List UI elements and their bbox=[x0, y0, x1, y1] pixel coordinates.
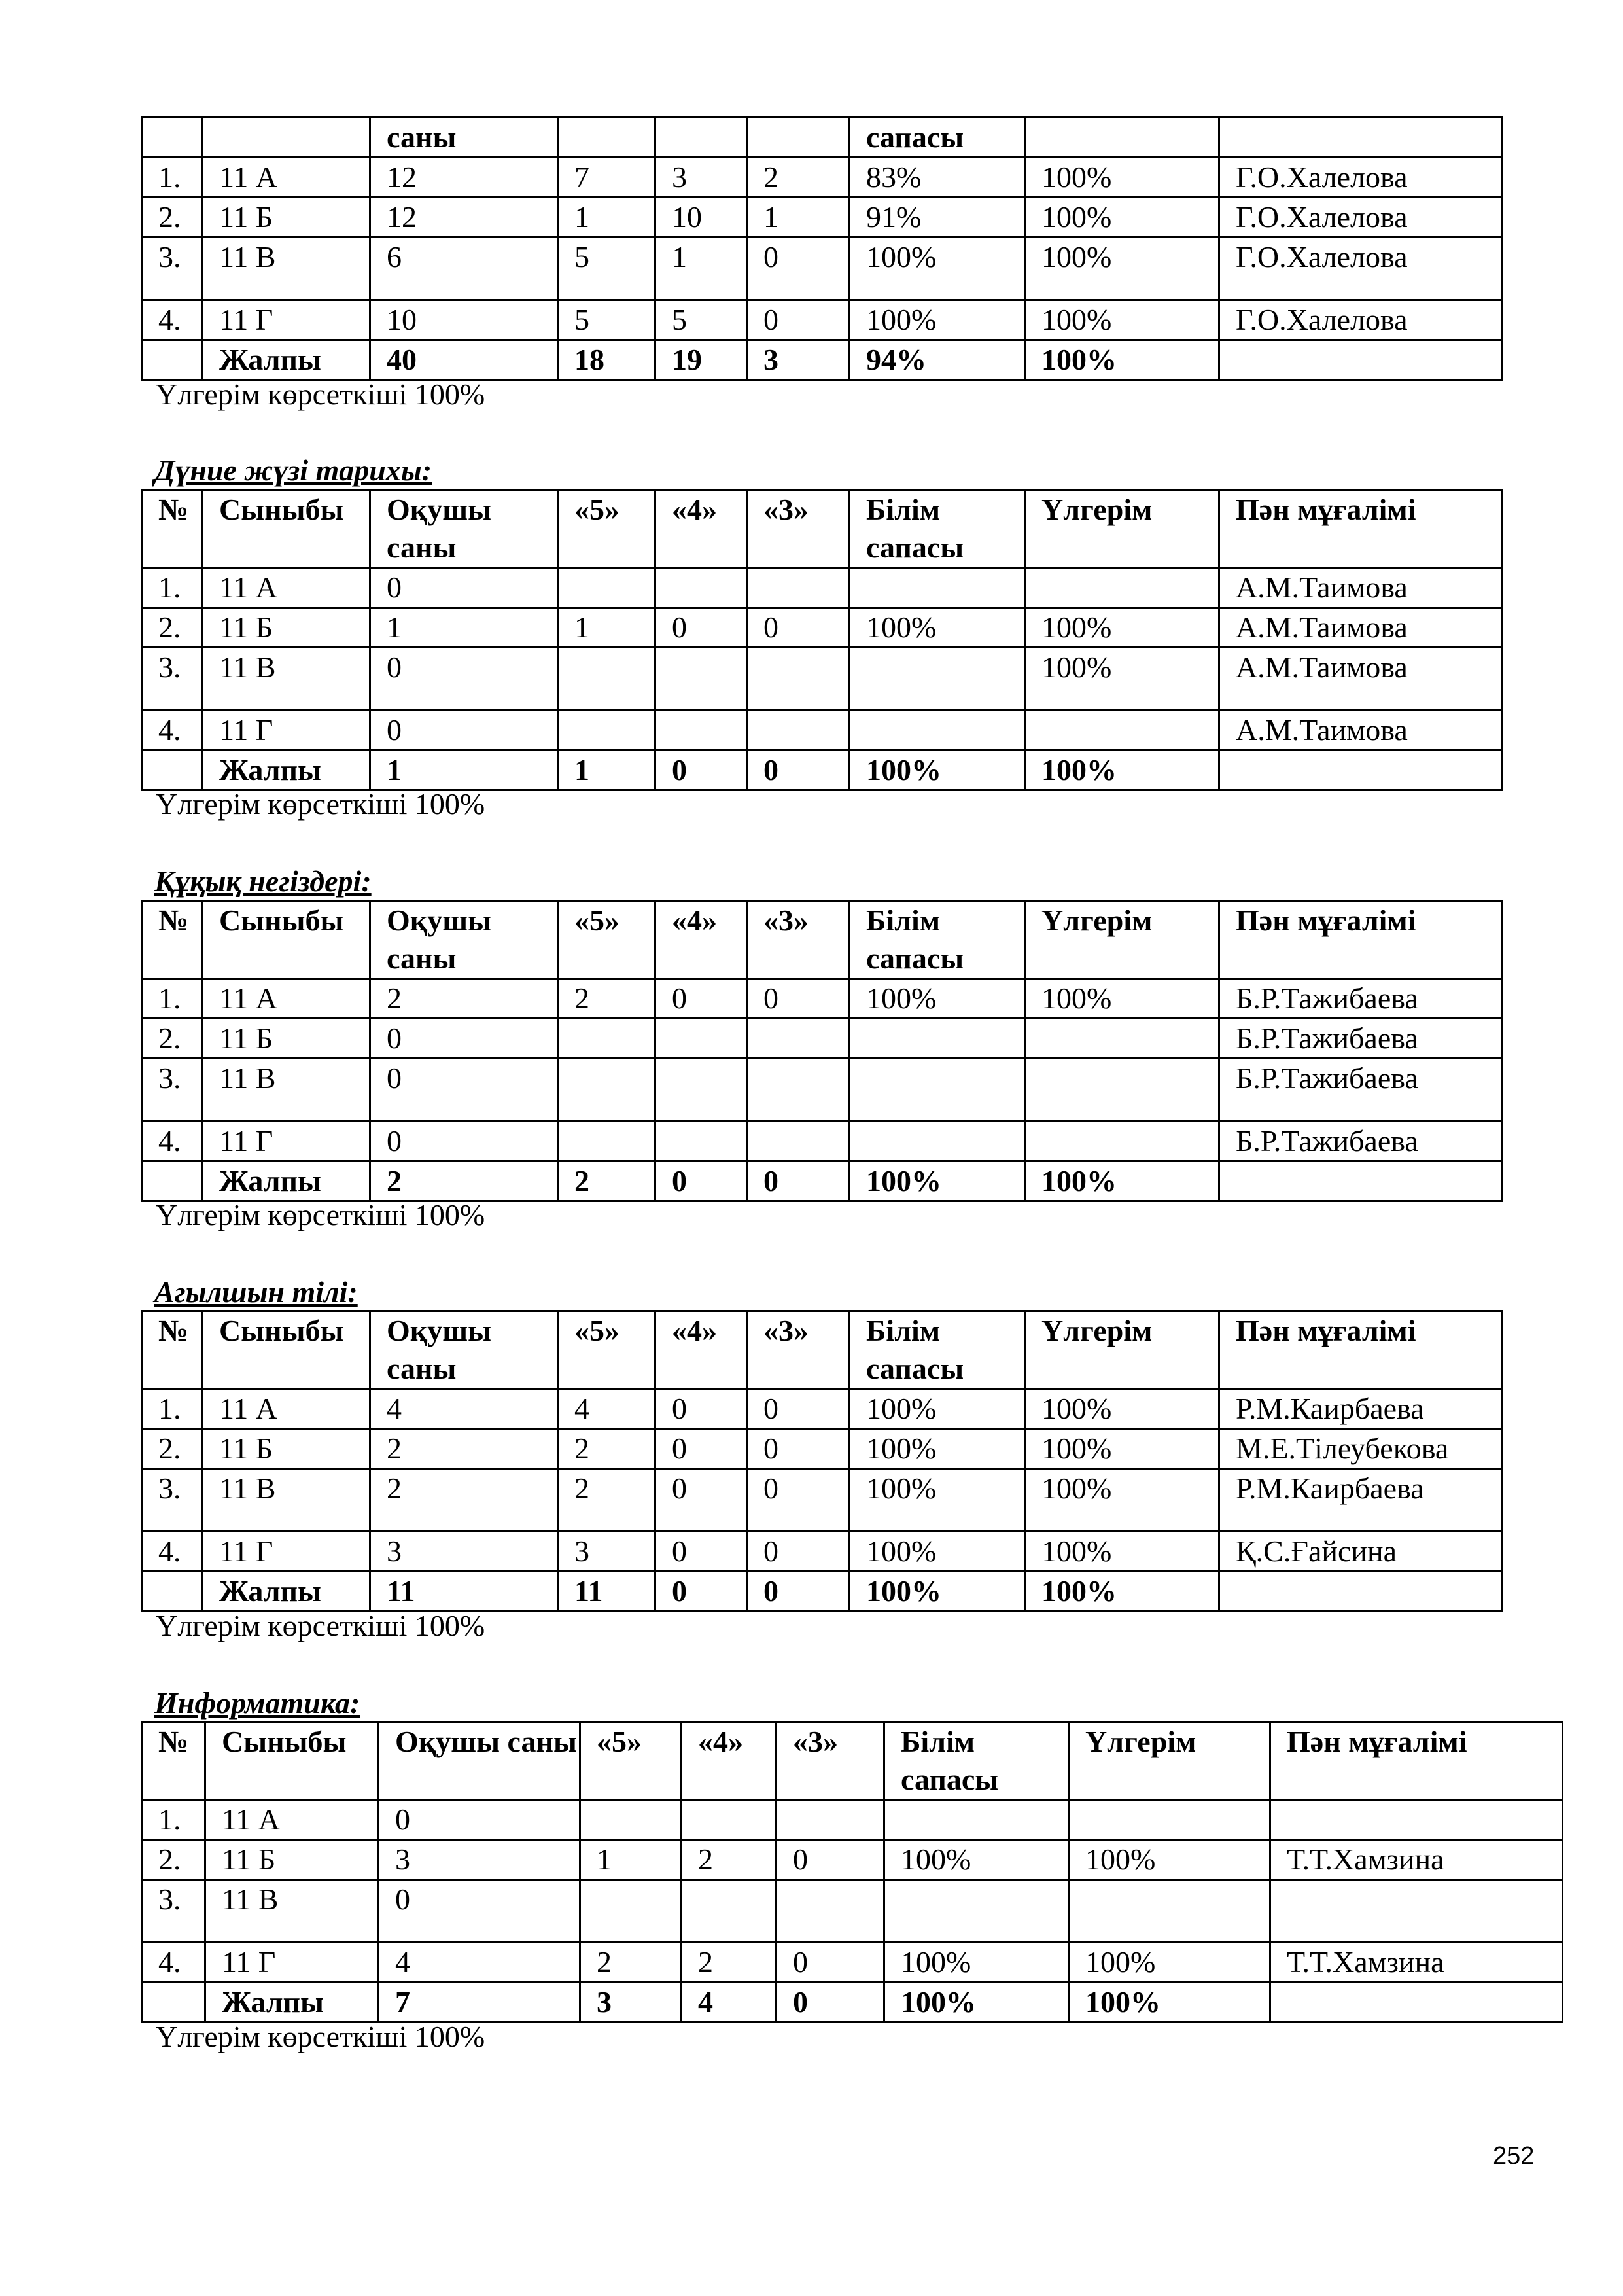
table-row: 1. 11 А 12 7 3 2 83% 100% Г.О.Халелова bbox=[142, 158, 1503, 198]
grades-table-continued bbox=[141, 116, 1503, 381]
table-total-row: Жалпы 40 18 19 3 94% 100% bbox=[142, 340, 1503, 380]
table-row: 3. 11 В 0 bbox=[142, 1880, 1563, 1943]
table-row: 2. 11 Б 3 1 2 0 100% 100% Т.Т.Хамзина bbox=[142, 1840, 1563, 1880]
table-row: 1. 11 А 4 4 0 0 100% 100% Р.М.Каирбаева bbox=[142, 1389, 1503, 1429]
performance-note: Үлгерім көрсеткіші 100% bbox=[156, 1609, 485, 1642]
table-row: 4. 11 Г 0 А.М.Таимова bbox=[142, 711, 1503, 751]
table-total-row: Жалпы 1 1 0 0 100% 100% bbox=[142, 751, 1503, 790]
table-row: 3. 11 В 0 100% А.М.Таимова bbox=[142, 648, 1503, 711]
section-title-informatics: Информатика: bbox=[154, 1686, 360, 1720]
table-total-row: Жалпы 7 3 4 0 100% 100% bbox=[142, 1983, 1563, 2022]
table-row: 1. 11 А 0 bbox=[142, 1800, 1563, 1840]
grades-table-world-history bbox=[141, 489, 1503, 791]
table-row: 1. 11 А 0 А.М.Таимова bbox=[142, 568, 1503, 608]
grades-table-informatics bbox=[141, 1721, 1563, 2023]
table-header-row: № Сыныбы Оқушы саны «5» «4» «3» Білім сапасы Үлгерім Пән мұғалімі bbox=[142, 490, 1503, 568]
section-title-law-basics: Құқық негіздері: bbox=[154, 864, 372, 898]
table-row: 3. 11 В 6 5 1 0 100% 100% Г.О.Халелова bbox=[142, 238, 1503, 300]
performance-note: Үлгерім көрсеткіші 100% bbox=[156, 787, 485, 821]
table-row: 3. 11 В 0 Б.Р.Тажибаева bbox=[142, 1059, 1503, 1122]
grades-table-english bbox=[141, 1310, 1503, 1612]
table-row: 1. 11 А 2 2 0 0 100% 100% Б.Р.Тажибаева bbox=[142, 979, 1503, 1019]
table-header-row: № Сыныбы Оқушы саны «5» «4» «3» Білім сапасы Үлгерім Пән мұғалімі bbox=[142, 1311, 1503, 1389]
section-title-world-history: Дүние жүзі тарихы: bbox=[154, 453, 432, 487]
table-row: 2. 11 Б 2 2 0 0 100% 100% М.Е.Тілеубекова bbox=[142, 1429, 1503, 1469]
header-cell-students-count: саны bbox=[370, 118, 558, 158]
performance-note: Үлгерім көрсеткіші 100% bbox=[156, 1198, 485, 1231]
table-header-row: № Сыныбы Оқушы саны «5» «4» «3» Білім сапасы Үлгерім Пән мұғалімі bbox=[142, 1722, 1563, 1800]
table-row: 2. 11 Б 12 1 10 1 91% 100% Г.О.Халелова bbox=[142, 198, 1503, 238]
grades-table-law-basics bbox=[141, 900, 1503, 1202]
performance-note: Үлгерім көрсеткіші 100% bbox=[156, 378, 485, 411]
table-header-row bbox=[142, 118, 1503, 158]
table-row: 3. 11 В 2 2 0 0 100% 100% Р.М.Каирбаева bbox=[142, 1469, 1503, 1532]
table-row: 4. 11 Г 0 Б.Р.Тажибаева bbox=[142, 1122, 1503, 1161]
performance-note: Үлгерім көрсеткіші 100% bbox=[156, 2020, 485, 2053]
table-total-row: Жалпы 2 2 0 0 100% 100% bbox=[142, 1161, 1503, 1201]
table-row: 4. 11 Г 10 5 5 0 100% 100% Г.О.Халелова bbox=[142, 300, 1503, 340]
table-total-row: Жалпы 11 11 0 0 100% 100% bbox=[142, 1572, 1503, 1612]
table-header-row: № Сыныбы Оқушы саны «5» «4» «3» Білім сапасы Үлгерім Пән мұғалімі bbox=[142, 901, 1503, 979]
table-row: 2. 11 Б 0 Б.Р.Тажибаева bbox=[142, 1019, 1503, 1059]
header-cell-knowledge-quality: сапасы bbox=[850, 118, 1025, 158]
table-row: 4. 11 Г 4 2 2 0 100% 100% Т.Т.Хамзина bbox=[142, 1943, 1563, 1983]
table-row: 4. 11 Г 3 3 0 0 100% 100% Қ.С.Ғайсина bbox=[142, 1532, 1503, 1572]
section-title-english: Агылшын тілі: bbox=[154, 1275, 358, 1309]
table-row: 2. 11 Б 1 1 0 0 100% 100% А.М.Таимова bbox=[142, 608, 1503, 648]
page-number: 252 bbox=[1493, 2142, 1535, 2170]
